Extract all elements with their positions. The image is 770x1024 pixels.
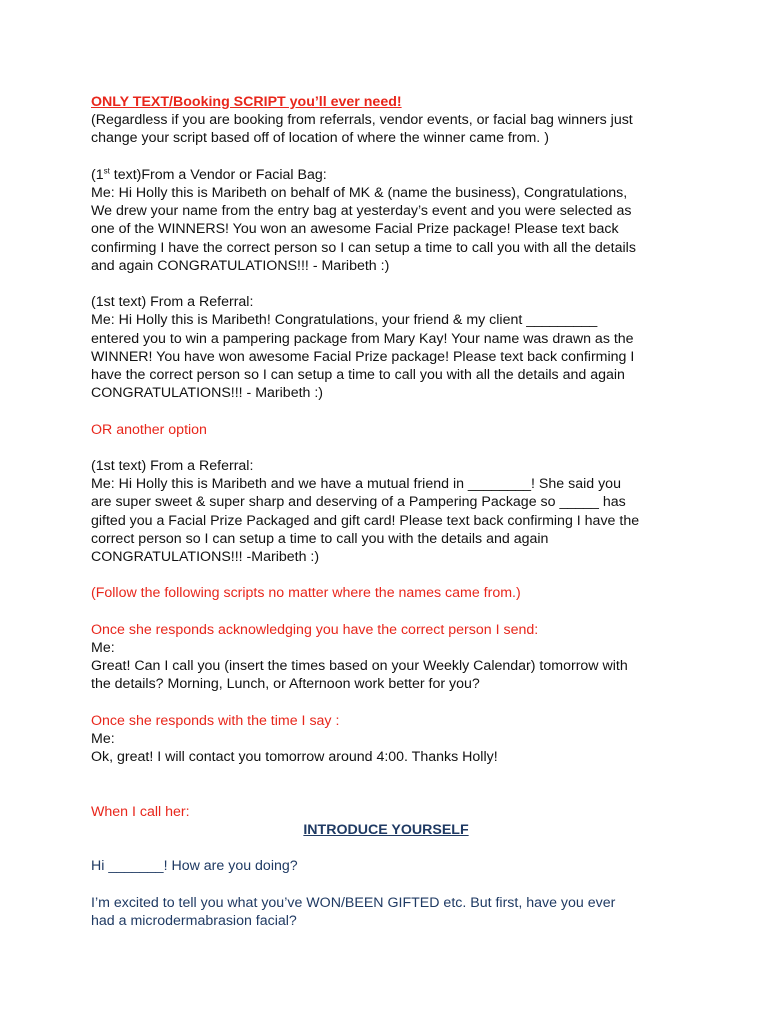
greeting-line: Hi _______! How are you doing? [91,858,298,875]
section-title-introduce: INTRODUCE YOURSELF [303,821,469,838]
vendor-line: and again CONGRATULATIONS!!! - Maribeth :) [91,257,390,274]
time-heading: Once she responds with the time I say : [91,712,340,729]
ack-heading: Once she responds acknowledging you have the correct person I send: [91,621,539,638]
excited-line: I’m excited to tell you what you’ve WON/BEEN GIFTED etc. But first, have you ever [91,894,616,911]
referral2-line: gifted you a Facial Prize Packaged and gift card! Please text back confirming I have the [91,512,640,529]
vendor-heading: (1st text)From a Vendor or Facial Bag: [91,166,327,183]
document-page [91,93,691,930]
referral2-line: Me: Hi Holly this is Maribeth and we have a mutual friend in ________! She said you [91,476,621,493]
referral2-line: are super sweet & super sharp and deserving of a Pampering Package so _____ has [91,494,626,511]
intro-line-1: (Regardless if you are booking from referrals, vendor events, or facial bag winners just [91,112,633,129]
or-option-note: OR another option [91,421,207,438]
referral1-line: have the correct person so I can setup a time to call you with all the details and again [91,367,625,384]
document-title: ONLY TEXT/Booking SCRIPT you’ll ever need! [91,94,402,110]
ack-line: Great! Can I call you (insert the times based on your Weekly Calendar) tomorrow with [91,658,628,675]
referral2-line: CONGRATULATIONS!!! -Maribeth :) [91,549,320,566]
time-line: Me: [91,731,115,747]
referral1-line: entered you to win a pampering package from Mary Kay! Your name was drawn as the [91,330,634,347]
vendor-line: Me: Hi Holly this is Maribeth on behalf of MK & (name the business), Congratulations, [91,185,628,201]
referral1-heading: (1st text) From a Referral: [91,294,254,311]
vendor-line: one of the WINNERS! You won an awesome Facial Prize package! Please text back [91,221,619,238]
vendor-line: We drew your name from the entry bag at yesterday’s event and you were selected as [91,203,632,220]
time-line: Ok, great! I will contact you tomorrow around 4:00. Thanks Holly! [91,749,498,766]
call-heading: When I call her: [91,803,190,820]
referral2-line: correct person so I can setup a time to call you with the details and again [91,530,549,547]
referral1-line: Me: Hi Holly this is Maribeth! Congratulations, your friend & my client _________ [91,312,598,329]
referral1-line: CONGRATULATIONS!!! - Maribeth :) [91,385,324,402]
referral1-line: WINNER! You have won awesome Facial Prize package! Please text back confirming I [91,348,635,365]
excited-line: had a microdermabrasion facial? [91,912,297,929]
follow-note: (Follow the following scripts no matter where the names came from.) [91,585,521,602]
ack-line: the details? Morning, Lunch, or Afternoon work better for you? [91,676,480,693]
vendor-line: confirming I have the correct person so I can setup a time to call you with all the details [91,239,636,256]
intro-line-2: change your script based off of location of where the winner came from. ) [91,130,549,147]
ack-line: Me: [91,640,115,656]
referral2-heading: (1st text) From a Referral: [91,458,254,474]
